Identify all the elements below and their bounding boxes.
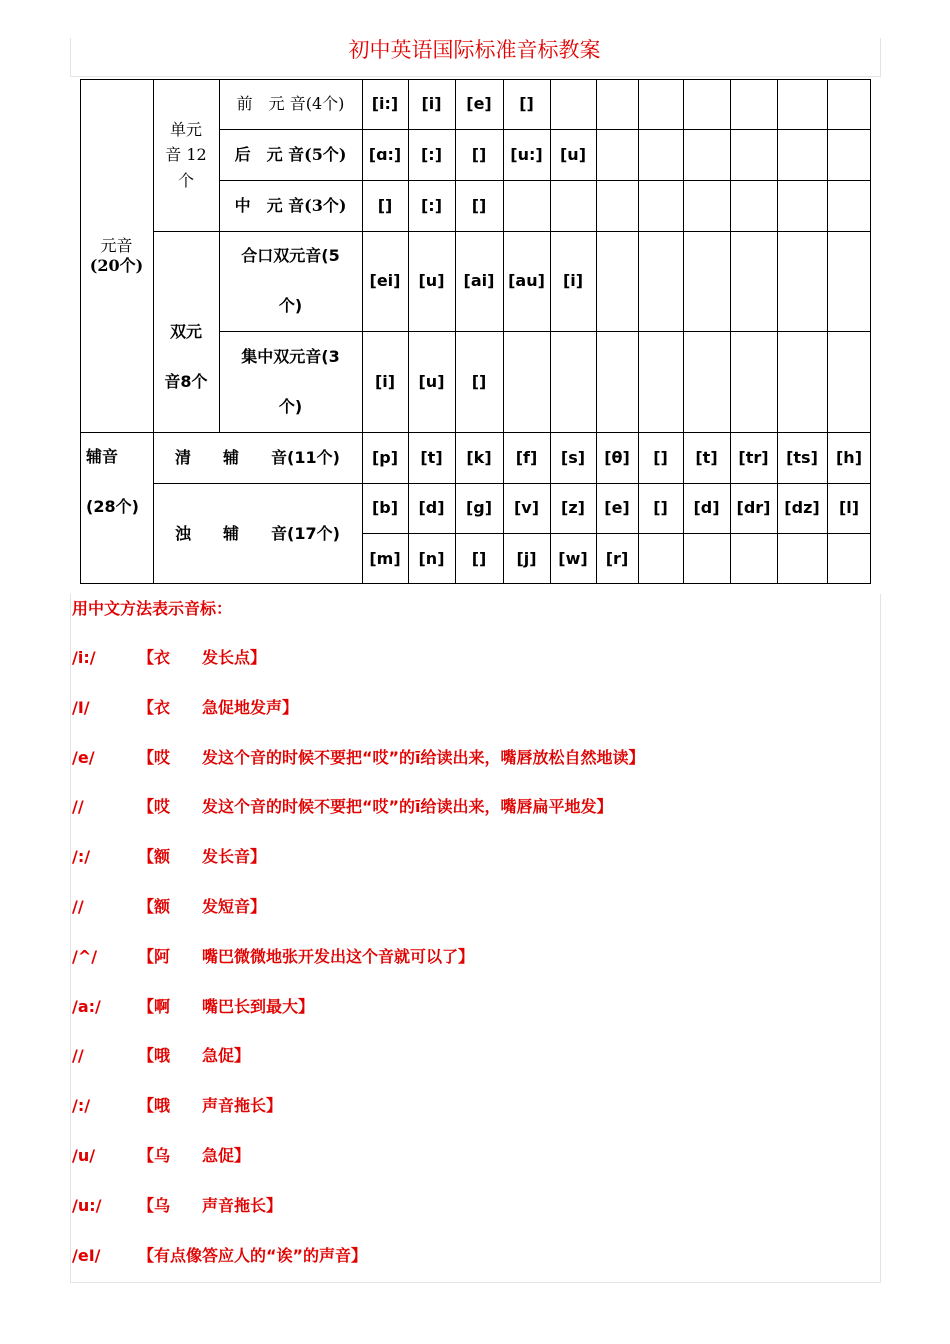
central-vowel-label: 中 元 音(3个)	[234, 195, 347, 215]
diphthong-label-line2: 音8个	[164, 371, 208, 391]
centering-diphthong-label-line2: 个)	[278, 396, 303, 416]
phonetic-symbol-cell: [u:]	[510, 144, 543, 164]
note-symbol: /e/	[72, 747, 95, 767]
note-description: 【额 发短音】	[138, 897, 267, 916]
consonant-count-label: (28个)	[86, 497, 139, 516]
note-description: 【哎 发这个音的时候不要把“哎”的ī给读出来，嘴唇扁平地发】	[138, 797, 613, 817]
phonetic-symbol-cell: []	[653, 447, 668, 467]
phonetic-symbol-cell: [g]	[465, 498, 493, 518]
phonetic-symbol-cell: [l]	[838, 498, 860, 518]
phonetic-symbol-cell: [u]	[418, 271, 445, 291]
phonetic-symbol-cell: [ɑ:]	[368, 144, 402, 164]
note-line	[72, 846, 266, 868]
note-line	[72, 896, 266, 918]
phonetic-symbol-cell: [i]	[374, 371, 396, 391]
phonetic-symbol-cell: [i:]	[371, 94, 399, 114]
note-line	[72, 1245, 367, 1267]
phonetic-symbol-cell: [u]	[418, 371, 445, 391]
phonetic-symbol-cell: [e]	[466, 94, 492, 114]
vowel-count-label: (20个)	[89, 255, 144, 275]
phonetic-symbol-cell: [t]	[420, 447, 443, 467]
phonetic-symbol-cell: [dz]	[784, 498, 820, 518]
phonetic-symbol-cell: [i]	[562, 271, 584, 291]
phonetic-symbol-cell: [ei]	[369, 271, 401, 291]
note-description: 【衣 发长点】	[138, 648, 267, 667]
note-description: 【阿 嘴巴微微地张开发出这个音就可以了】	[138, 946, 475, 966]
back-vowel-label: 后 元 音(5个)	[234, 144, 347, 164]
vowel-group-cell	[80, 79, 153, 432]
closing-diphthong-cell	[219, 231, 362, 331]
phonetic-symbol-cell: [d]	[693, 498, 720, 518]
phonetic-symbol-cell: [k]	[466, 447, 492, 467]
note-line	[72, 1095, 282, 1117]
phonetic-symbol-cell: []	[519, 94, 534, 114]
phonetic-symbol-cell: [f]	[515, 447, 538, 467]
note-line	[72, 946, 474, 968]
monophthong-cell	[153, 79, 219, 231]
closing-diphthong-label-line2: 个)	[278, 296, 303, 315]
note-line	[72, 1195, 282, 1217]
phonetic-symbol-cell: [:]	[420, 144, 443, 164]
phonetic-symbol-cell: []	[471, 144, 487, 164]
phonetic-symbol-cell: [:]	[420, 195, 443, 215]
phonetic-symbol-cell: [ts]	[786, 447, 818, 467]
voiced-consonant-label: 浊 辅 音(17个)	[175, 523, 340, 543]
note-symbol: //	[72, 1046, 84, 1066]
note-description: 【乌 急促】	[138, 1146, 251, 1165]
note-line	[72, 747, 645, 769]
note-symbol: //	[72, 797, 84, 817]
phonetic-symbol-cell: []	[653, 498, 668, 518]
note-description: 【哎 发这个音的时候不要把“哎”的ī给读出来，嘴唇放松自然地读】	[138, 747, 645, 767]
phonetic-symbol-cell: [ai]	[463, 271, 495, 291]
note-description: 【哦 声音拖长】	[138, 1096, 283, 1116]
phonetic-symbol-cell: []	[471, 371, 487, 391]
phonetic-symbol-cell: [t]	[695, 447, 718, 467]
document-title: 初中英语国际标准音标教案	[348, 38, 601, 62]
note-symbol: /a:/	[72, 996, 101, 1016]
phonetic-symbol-cell: [v]	[513, 498, 540, 518]
front-vowel-label: 前 元 音(4个)	[236, 94, 345, 114]
phonetic-symbol-cell: [tr]	[738, 447, 769, 467]
note-symbol: /:/	[72, 1096, 91, 1116]
note-symbol: /^/	[72, 946, 98, 966]
consonant-group-label: 辅音	[86, 447, 119, 466]
notes-heading: 用中文方法表示音标：	[72, 599, 233, 618]
monophthong-label-line2: 音 12	[165, 145, 207, 165]
note-description: 【衣 急促地发声】	[138, 697, 299, 717]
phonetic-symbol-cell: [w]	[558, 548, 588, 568]
phonetic-symbol-cell: []	[471, 195, 487, 215]
note-line	[72, 1045, 250, 1067]
phonetic-symbol-cell: []	[377, 195, 393, 215]
centering-diphthong-cell	[219, 331, 362, 432]
phonetic-table	[80, 79, 871, 584]
phonetic-symbol-cell: [au]	[508, 271, 545, 291]
phonetic-symbol-cell: [h]	[835, 447, 862, 467]
diphthong-label-line1: 双元	[169, 321, 202, 341]
monophthong-label-line1: 单元	[169, 119, 202, 139]
note-description: 【乌 声音拖长】	[138, 1195, 283, 1215]
phonetic-symbol-cell: [i]	[421, 94, 442, 114]
closing-diphthong-label-line1: 合口双元音(5	[241, 246, 340, 265]
vowel-group-label: 元音	[100, 236, 133, 256]
note-symbol: /u/	[72, 1146, 96, 1165]
note-line	[72, 647, 266, 669]
phonetic-symbol-cell: [r]	[605, 548, 629, 568]
note-symbol: /:/	[72, 847, 91, 867]
note-symbol: /eI/	[72, 1245, 101, 1265]
phonetic-symbol-cell: [s]	[560, 447, 586, 467]
phonetic-symbol-cell: [z]	[561, 498, 585, 518]
phonetic-symbol-cell: [j]	[516, 548, 537, 568]
note-description: 【额 发长音】	[138, 847, 267, 867]
phonetic-symbol-cell: [b]	[371, 498, 399, 518]
phonetic-symbol-cell: [e]	[604, 498, 630, 518]
centering-diphthong-label-line1: 集中双元音(3	[241, 346, 340, 366]
phonetic-symbol-cell: [u]	[559, 144, 586, 164]
consonant-group-cell	[80, 432, 153, 584]
note-line	[72, 1145, 250, 1167]
note-description: 【有点像答应人的“诶”的声音】	[138, 1245, 368, 1265]
note-line	[72, 697, 298, 719]
note-description: 【哦 急促】	[138, 1046, 251, 1066]
note-description: 【啊 嘴巴长到最大】	[138, 996, 315, 1016]
phonetic-symbol-cell: [m]	[369, 548, 401, 568]
phonetic-symbol-cell: [θ]	[604, 447, 630, 467]
note-symbol: //	[72, 897, 84, 916]
phonetic-symbol-cell: [dr]	[736, 498, 771, 518]
note-symbol: /u:/	[72, 1195, 102, 1215]
phonetic-symbol-cell: []	[471, 548, 487, 568]
monophthong-label-line3: 个	[177, 170, 194, 190]
phonetic-symbol-cell: [n]	[418, 548, 445, 568]
note-symbol: /I/	[72, 697, 90, 717]
note-symbol: /i:/	[72, 648, 96, 667]
phonetic-symbol-cell: [p]	[371, 447, 399, 467]
voiceless-consonant-label: 清 辅 音(11个)	[175, 447, 340, 467]
note-line	[72, 796, 613, 818]
phonetic-symbol-cell: [d]	[418, 498, 445, 518]
diphthong-cell	[153, 231, 219, 432]
note-line	[72, 996, 314, 1018]
